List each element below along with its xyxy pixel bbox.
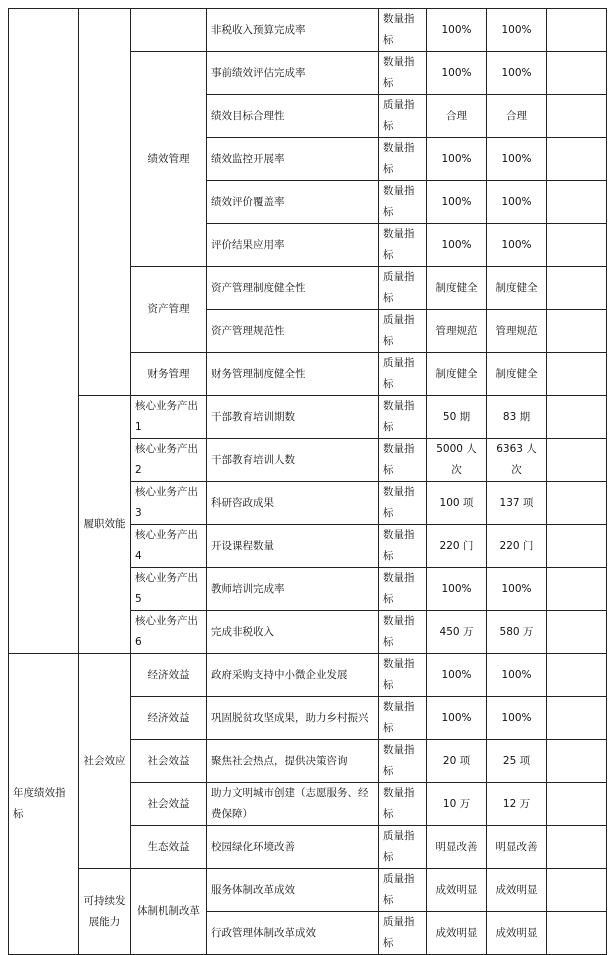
- indicator-type: 数量指标: [379, 654, 427, 697]
- target-value: 明显改善: [427, 826, 487, 869]
- remark-cell: [547, 654, 607, 697]
- remark-cell: [547, 95, 607, 138]
- level1-cell-blank: [9, 9, 79, 654]
- level3-cell: 核心业务产出 2: [131, 439, 207, 482]
- level2-cell: 社会效应: [79, 654, 131, 869]
- indicator-name: 评价结果应用率: [207, 224, 379, 267]
- indicator-type: 数量指标: [379, 224, 427, 267]
- target-value: 制度健全: [427, 267, 487, 310]
- indicator-type: 质量指标: [379, 267, 427, 310]
- indicator-name: 事前绩效评估完成率: [207, 52, 379, 95]
- indicator-type: 数量指标: [379, 52, 427, 95]
- indicator-type: 质量指标: [379, 95, 427, 138]
- level1-cell: 年度绩效指标: [9, 654, 79, 955]
- actual-value: 100%: [487, 224, 547, 267]
- indicator-type: 质量指标: [379, 869, 427, 912]
- remark-cell: [547, 697, 607, 740]
- level3-cell: 财务管理: [131, 353, 207, 396]
- target-value: 成效明显: [427, 912, 487, 955]
- level3-cell: 体制机制改革: [131, 869, 207, 955]
- level2-cell: 可持续发展能力: [79, 869, 131, 955]
- actual-value: 100%: [487, 52, 547, 95]
- actual-value: 合理: [487, 95, 547, 138]
- remark-cell: [547, 568, 607, 611]
- actual-value: 制度健全: [487, 267, 547, 310]
- indicator-name: 资产管理规范性: [207, 310, 379, 353]
- indicator-type: 质量指标: [379, 826, 427, 869]
- indicator-name: 服务体制改革成效: [207, 869, 379, 912]
- remark-cell: [547, 138, 607, 181]
- indicator-type: 数量指标: [379, 611, 427, 654]
- target-value: 220 门: [427, 525, 487, 568]
- indicator-name: 干部教育培训期数: [207, 396, 379, 439]
- remark-cell: [547, 396, 607, 439]
- indicator-name: 资产管理制度健全性: [207, 267, 379, 310]
- actual-value: 83 期: [487, 396, 547, 439]
- target-value: 100%: [427, 181, 487, 224]
- actual-value: 100%: [487, 568, 547, 611]
- level3-cell: 核心业务产出 3: [131, 482, 207, 525]
- remark-cell: [547, 611, 607, 654]
- indicator-name: 科研咨政成果: [207, 482, 379, 525]
- level3-cell: 经济效益: [131, 697, 207, 740]
- target-value: 100%: [427, 138, 487, 181]
- indicator-name: 财务管理制度健全性: [207, 353, 379, 396]
- target-value: 450 万: [427, 611, 487, 654]
- indicator-type: 质量指标: [379, 310, 427, 353]
- actual-value: 制度健全: [487, 353, 547, 396]
- level3-cell: 核心业务产出 4: [131, 525, 207, 568]
- indicator-name: 聚焦社会热点，提供决策咨询: [207, 740, 379, 783]
- target-value: 100%: [427, 568, 487, 611]
- level3-cell: 生态效益: [131, 826, 207, 869]
- indicator-type: 数量指标: [379, 525, 427, 568]
- level3-cell: 社会效益: [131, 740, 207, 783]
- remark-cell: [547, 740, 607, 783]
- target-value: 100%: [427, 697, 487, 740]
- remark-cell: [547, 353, 607, 396]
- indicator-type: 数量指标: [379, 181, 427, 224]
- actual-value: 100%: [487, 654, 547, 697]
- remark-cell: [547, 826, 607, 869]
- indicator-type: 数量指标: [379, 396, 427, 439]
- table-row: [9, 396, 607, 439]
- actual-value: 成效明显: [487, 912, 547, 955]
- level3-cell: [131, 9, 207, 52]
- actual-value: 管理规范: [487, 310, 547, 353]
- target-value: 合理: [427, 95, 487, 138]
- level2-cell: 履职效能: [79, 396, 131, 654]
- target-value: 100 项: [427, 482, 487, 525]
- remark-cell: [547, 9, 607, 52]
- target-value: 制度健全: [427, 353, 487, 396]
- remark-cell: [547, 267, 607, 310]
- indicator-name: 政府采购支持中小微企业发展: [207, 654, 379, 697]
- level3-cell: 核心业务产出 5: [131, 568, 207, 611]
- level3-cell: 绩效管理: [131, 52, 207, 267]
- indicator-type: 数量指标: [379, 138, 427, 181]
- target-value: 100%: [427, 52, 487, 95]
- indicator-name: 助力文明城市创建（志愿服务、经费保障）: [207, 783, 379, 826]
- indicator-name: 干部教育培训人数: [207, 439, 379, 482]
- target-value: 成效明显: [427, 869, 487, 912]
- remark-cell: [547, 525, 607, 568]
- actual-value: 成效明显: [487, 869, 547, 912]
- indicator-type: 数量指标: [379, 439, 427, 482]
- target-value: 10 万: [427, 783, 487, 826]
- actual-value: 100%: [487, 138, 547, 181]
- target-value: 5000 人次: [427, 439, 487, 482]
- indicator-name: 行政管理体制改革成效: [207, 912, 379, 955]
- indicator-name: 绩效监控开展率: [207, 138, 379, 181]
- actual-value: 220 门: [487, 525, 547, 568]
- remark-cell: [547, 783, 607, 826]
- level3-cell: 社会效益: [131, 783, 207, 826]
- actual-value: 明显改善: [487, 826, 547, 869]
- performance-indicator-table: [8, 8, 607, 955]
- actual-value: 100%: [487, 697, 547, 740]
- indicator-type: 数量指标: [379, 482, 427, 525]
- target-value: 20 项: [427, 740, 487, 783]
- remark-cell: [547, 181, 607, 224]
- actual-value: 100%: [487, 9, 547, 52]
- indicator-name: 非税收入预算完成率: [207, 9, 379, 52]
- indicator-name: 完成非税收入: [207, 611, 379, 654]
- indicator-name: 绩效目标合理性: [207, 95, 379, 138]
- level3-cell: 资产管理: [131, 267, 207, 353]
- indicator-type: 质量指标: [379, 353, 427, 396]
- indicator-type: 数量指标: [379, 697, 427, 740]
- target-value: 100%: [427, 9, 487, 52]
- actual-value: 137 项: [487, 482, 547, 525]
- remark-cell: [547, 224, 607, 267]
- remark-cell: [547, 310, 607, 353]
- table-row: [9, 9, 607, 52]
- indicator-type: 质量指标: [379, 912, 427, 955]
- indicator-name: 校园绿化环境改善: [207, 826, 379, 869]
- target-value: 100%: [427, 654, 487, 697]
- indicator-name: 开设课程数量: [207, 525, 379, 568]
- actual-value: 580 万: [487, 611, 547, 654]
- indicator-type: 数量指标: [379, 9, 427, 52]
- level3-cell: 核心业务产出 1: [131, 396, 207, 439]
- remark-cell: [547, 912, 607, 955]
- indicator-type: 数量指标: [379, 740, 427, 783]
- actual-value: 25 项: [487, 740, 547, 783]
- actual-value: 12 万: [487, 783, 547, 826]
- table-row: [9, 654, 607, 697]
- indicator-name: 绩效评价覆盖率: [207, 181, 379, 224]
- level2-cell-blank: [79, 9, 131, 396]
- indicator-type: 数量指标: [379, 568, 427, 611]
- level3-cell: 核心业务产出 6: [131, 611, 207, 654]
- actual-value: 100%: [487, 181, 547, 224]
- indicator-type: 数量指标: [379, 783, 427, 826]
- table-row: [9, 869, 607, 912]
- remark-cell: [547, 482, 607, 525]
- indicator-name: 巩固脱贫攻坚成果，助力乡村振兴: [207, 697, 379, 740]
- remark-cell: [547, 52, 607, 95]
- target-value: 50 期: [427, 396, 487, 439]
- remark-cell: [547, 869, 607, 912]
- actual-value: 6363 人次: [487, 439, 547, 482]
- target-value: 管理规范: [427, 310, 487, 353]
- indicator-name: 教师培训完成率: [207, 568, 379, 611]
- level3-cell: 经济效益: [131, 654, 207, 697]
- target-value: 100%: [427, 224, 487, 267]
- remark-cell: [547, 439, 607, 482]
